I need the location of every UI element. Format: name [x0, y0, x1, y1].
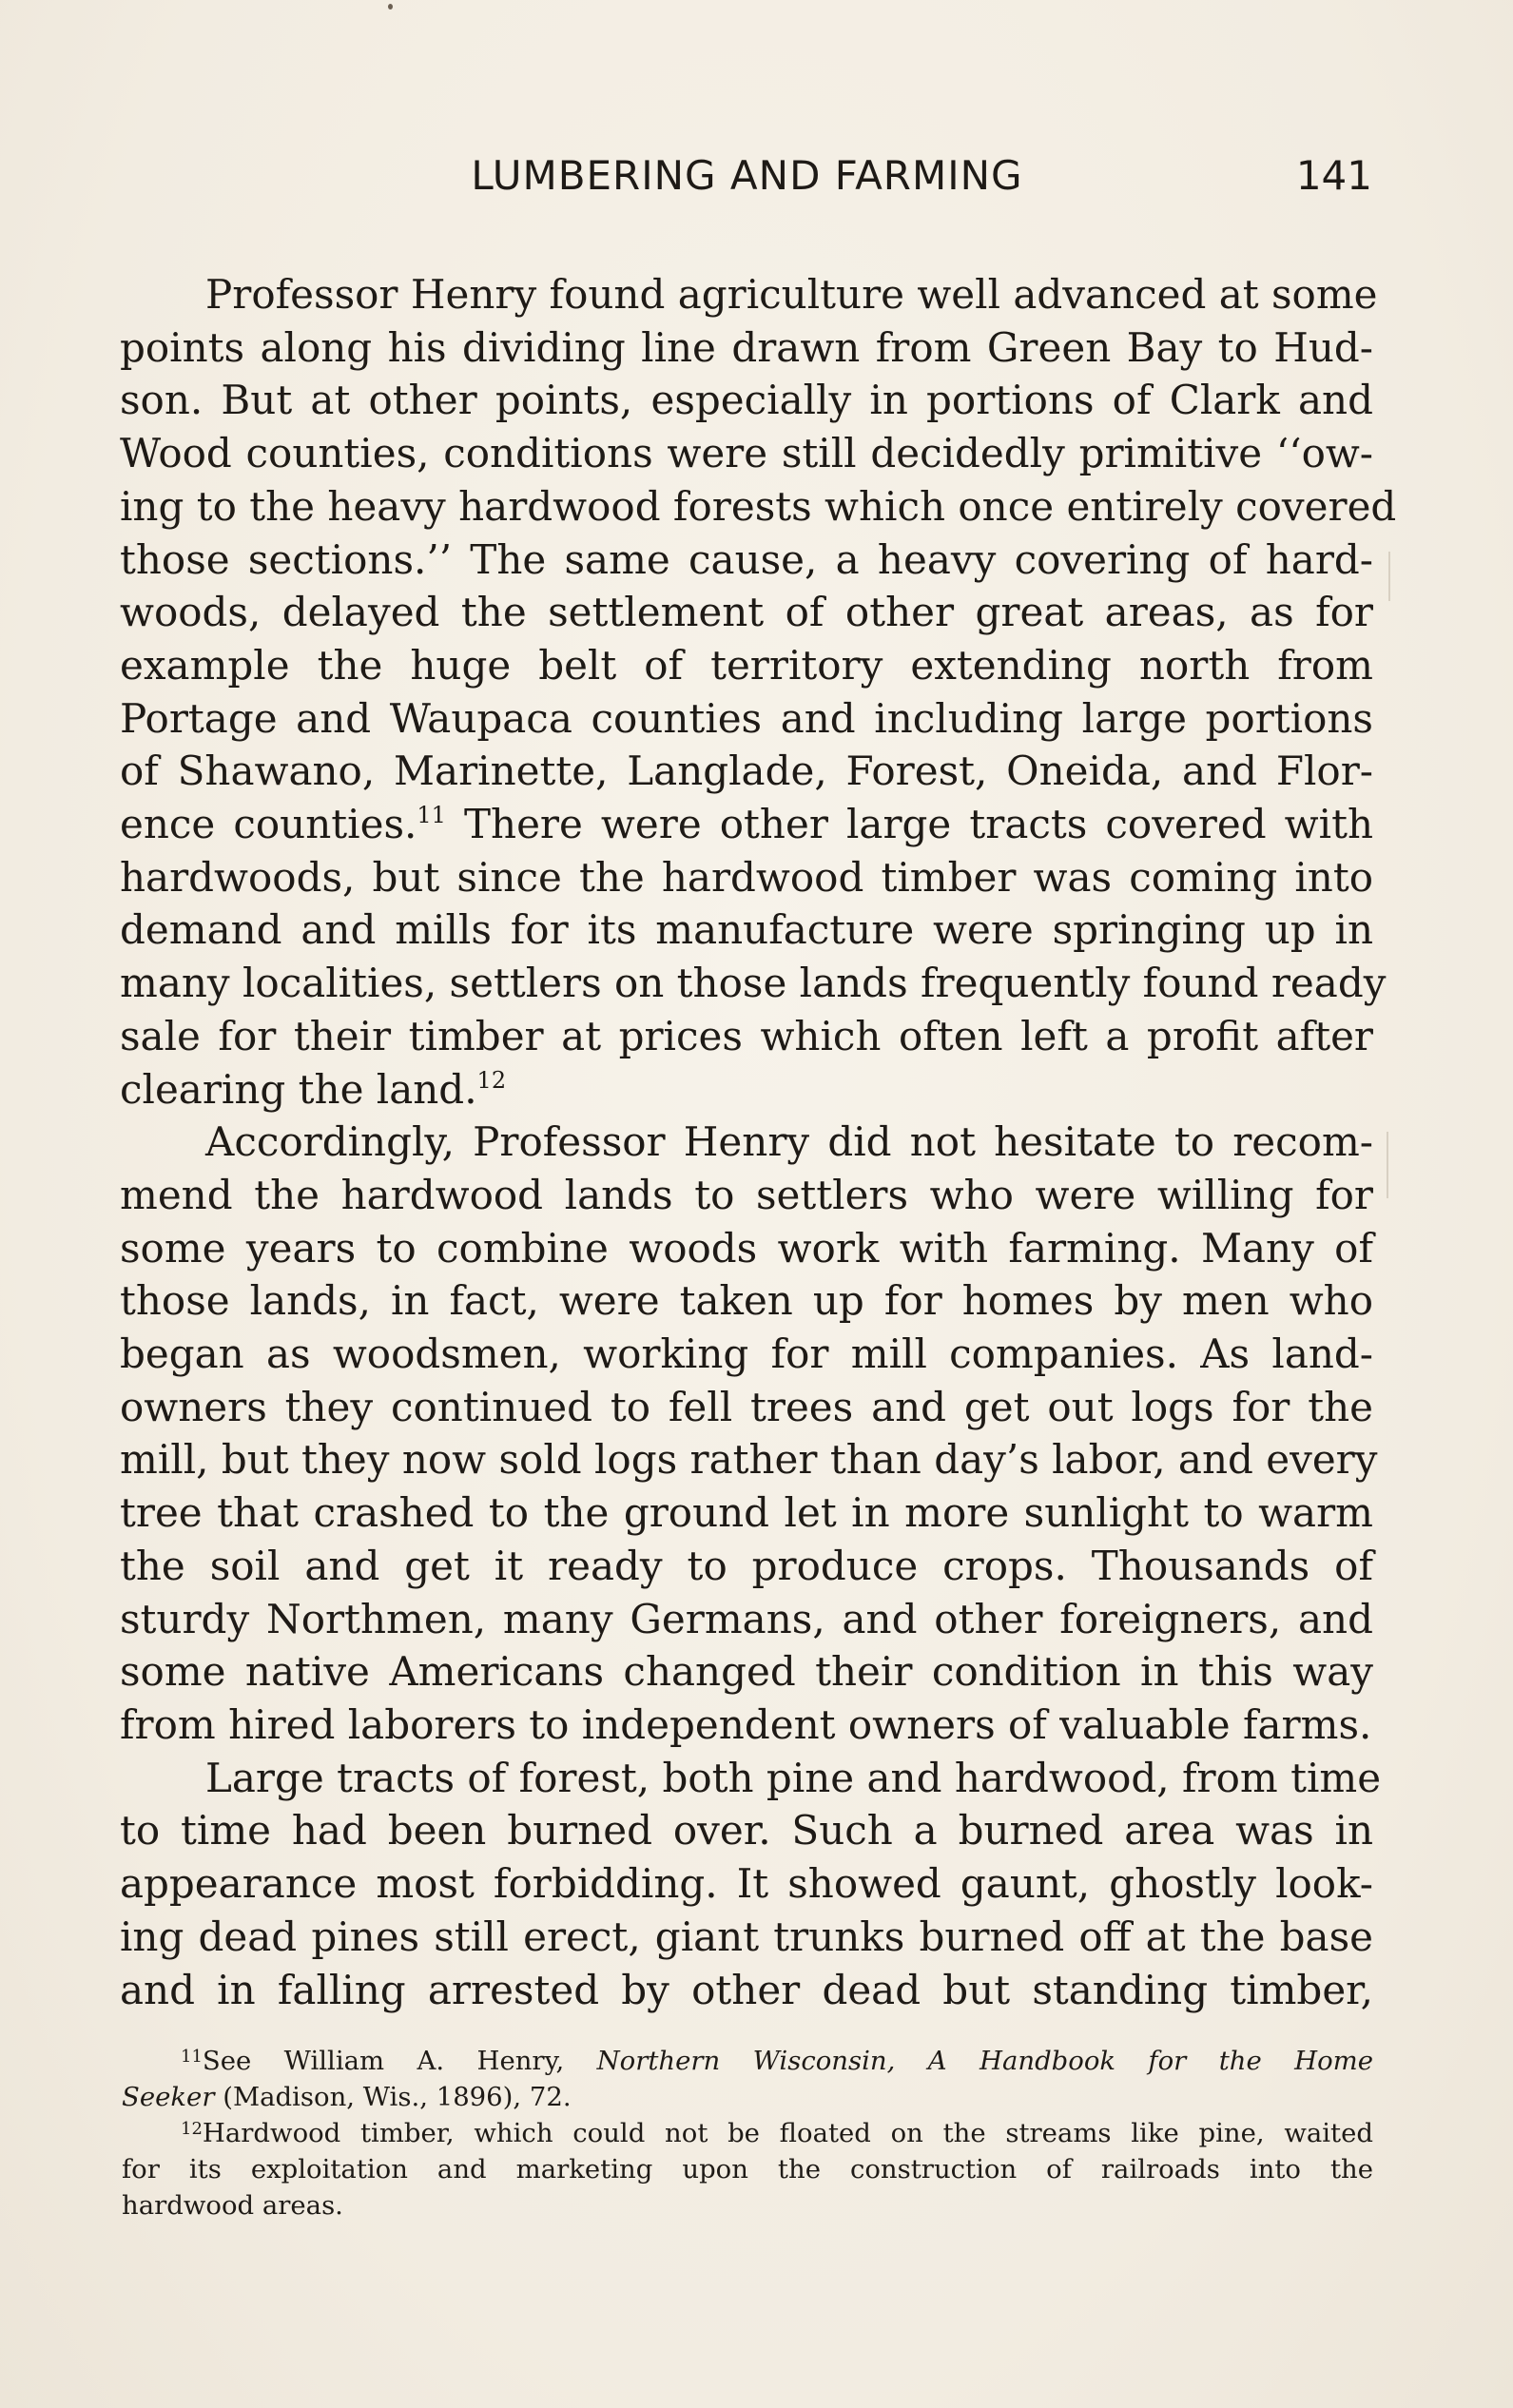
footnote-mark: 12	[181, 2119, 203, 2139]
text-line: mend the hardwood lands to settlers who were willing for	[120, 1171, 1373, 1218]
footnote-ref: 11	[417, 802, 446, 829]
text-line	[120, 798, 1373, 851]
text-line: tree that crashed to the ground let in more sunlight to warm	[120, 1489, 1373, 1537]
footnote-12-line: hardwood areas.	[122, 2190, 343, 2221]
text-line: son. But at other points, especially in portions of Clark and	[120, 377, 1373, 424]
text-line: some native Americans changed their condition in this way	[120, 1648, 1373, 1696]
footnote-title: Seeker	[122, 2082, 215, 2112]
text-line: to time had been burned over. Such a burned area was in	[120, 1807, 1373, 1855]
body-text	[120, 268, 1397, 2016]
text-line: from hired laborers to independent owners of valuable farms.	[120, 1700, 1372, 1748]
text-line: sturdy Northmen, many Germans, and other foreigners, and	[120, 1595, 1373, 1642]
footnotes	[122, 2043, 1373, 2224]
text-line: the soil and get it ready to produce crops. Thousands of	[120, 1542, 1373, 1589]
running-title: LUMBERING AND FARMING	[471, 152, 1023, 199]
text-line: many localities, settlers on those lands frequently found ready	[120, 960, 1387, 1007]
text-line: demand and mills for its manufacture were springing up in	[120, 906, 1373, 954]
text-line: mill, but they now sold logs rather than day’s labor, and every	[120, 1436, 1378, 1484]
text-line: began as woodsmen, working for mill companies. As land-	[120, 1330, 1373, 1378]
text-line: appearance most forbidding. It showed gaunt, ghostly look-	[120, 1860, 1373, 1908]
text-line: Accordingly, Professor Henry did not hesitate to recom-	[205, 1118, 1373, 1166]
text-line: owners they continued to fell trees and get out logs for the	[120, 1383, 1373, 1430]
footnote-ref: 12	[476, 1066, 507, 1094]
text-fragment: There were other large tracts covered with	[464, 801, 1373, 848]
text-line: Wood counties, conditions were still decidedly primitive ‘‘ow-	[120, 430, 1373, 477]
margin-shadow	[1388, 552, 1390, 601]
footnote-title: Northern Wisconsin, A Handbook for the Home	[596, 2046, 1373, 2076]
footnote-12-line: for its exploitation and marketing upon the construction of railroads into the	[122, 2154, 1373, 2185]
text-line: hardwoods, but since the hardwood timber was coming into	[120, 853, 1373, 901]
footnote-text: See William A. Henry,	[202, 2046, 565, 2076]
footnote-11-cont	[122, 2079, 1373, 2115]
text-line: Professor Henry found agriculture well advanced at some	[205, 271, 1378, 318]
text-line: and in falling arrested by other dead but standing timber,	[120, 1966, 1373, 2013]
ink-speck	[388, 4, 393, 10]
page-number: 141	[1295, 152, 1372, 199]
footnote-text: (Madison, Wis., 1896), 72.	[223, 2082, 572, 2112]
text-line: example the huge belt of territory extending north from	[120, 641, 1373, 689]
page-header	[122, 152, 1372, 209]
text-line	[120, 1063, 1373, 1117]
text-fragment: clearing the land.	[120, 1065, 477, 1113]
footnote-text: Hardwood timber, which could not be floated on the streams like pine, waited	[202, 2118, 1373, 2148]
margin-shadow	[1387, 1132, 1388, 1198]
footnote-mark: 11	[181, 2047, 203, 2067]
text-line: ing dead pines still erect, giant trunks burned off at the base	[120, 1913, 1373, 1960]
footnote-11	[122, 2043, 1373, 2079]
footnote-12	[122, 2115, 1373, 2151]
text-line: sale for their timber at prices which often left a profit after	[120, 1012, 1373, 1059]
text-line: points along his dividing line drawn from Green Bay to Hud-	[120, 323, 1373, 371]
text-line: those sections.’’ The same cause, a heavy covering of hard-	[120, 535, 1373, 583]
text-fragment: ence counties.	[120, 801, 417, 848]
text-line: woods, delayed the settlement of other great areas, as for	[120, 589, 1373, 636]
text-line: Portage and Waupaca counties and including large portions	[120, 694, 1373, 742]
text-line: Large tracts of forest, both pine and hardwood, from time	[205, 1754, 1382, 1801]
text-line: of Shawano, Marinette, Langlade, Forest, Oneida, and Flor-	[120, 748, 1373, 795]
text-line: some years to combine woods work with farming. Many of	[120, 1224, 1373, 1272]
text-line: those lands, in fact, were taken up for homes by men who	[120, 1277, 1373, 1325]
text-line: ing to the heavy hardwood forests which once entirely covered	[120, 482, 1397, 530]
